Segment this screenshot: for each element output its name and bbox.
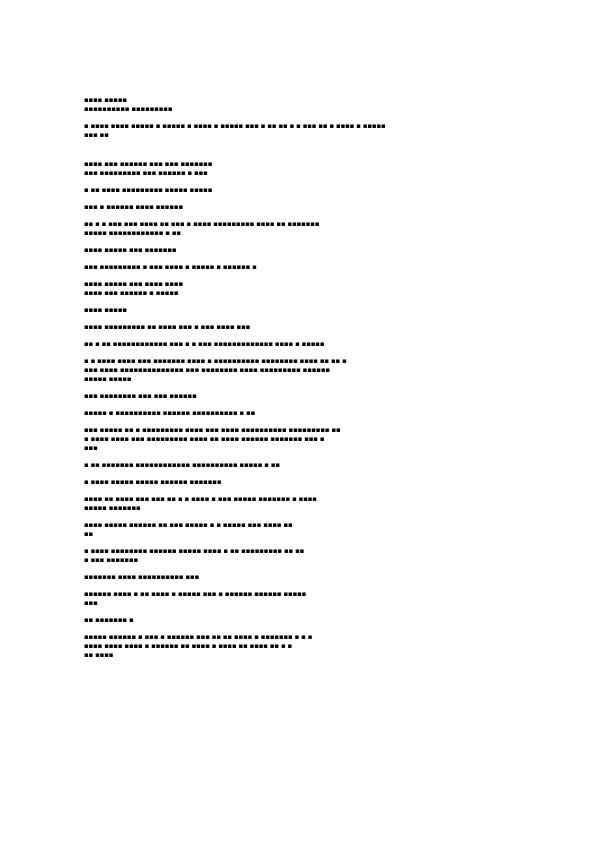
paragraph: [84, 122, 514, 140]
paragraph-spacer: [84, 315, 514, 323]
text-line: ▪▪▪▪ ▪▪▪▪▪: [84, 96, 127, 104]
paragraph-spacer: [84, 608, 514, 616]
text-line: ▪▪▪▪▪▪▪▪▪▪ ▪▪▪▪▪▪▪▪▪: [84, 105, 173, 113]
paragraph-spacer: [84, 418, 514, 426]
paragraph-spacer: [84, 565, 514, 573]
text-line: ▪▪▪ ▪▪: [84, 131, 109, 139]
paragraph-spacer: [84, 625, 514, 633]
paragraph: [84, 289, 514, 298]
text-line: ▪▪: [84, 530, 94, 538]
text-line: ▪▪ ▪ ▪▪ ▪▪▪▪▪▪▪▪▪▪▪▪ ▪▪▪ ▪ ▪ ▪▪▪ ▪▪▪▪▪▪▪▪▪▪▪▪▪ ▪▪▪▪ ▪ ▪▪▪▪▪: [84, 340, 325, 348]
text-line: ▪ ▪▪▪ ▪▪▪▪▪▪▪: [84, 556, 139, 564]
text-line: ▪▪▪▪▪ ▪▪▪▪▪: [84, 375, 132, 383]
text-line: ▪▪▪▪ ▪▪▪▪ ▪▪▪▪ ▪ ▪▪▪▪▪▪ ▪▪ ▪▪▪▪ ▪ ▪▪▪▪ ▪▪ ▪▪▪▪ ▪▪ ▪ ▪: [84, 642, 293, 650]
text-line: ▪▪▪ ▪▪▪▪▪▪▪▪▪ ▪▪▪ ▪▪▪▪▪▪ ▪ ▪▪▪: [84, 169, 208, 177]
paragraph-spacer: [84, 238, 514, 246]
paragraph: [84, 306, 514, 315]
text-line: ▪▪ ▪▪▪▪▪▪▪ ▪: [84, 616, 134, 624]
text-line: ▪▪▪ ▪▪▪▪▪▪▪▪ ▪▪▪ ▪▪▪ ▪▪▪▪▪▪: [84, 392, 197, 400]
paragraph: [84, 160, 514, 169]
paragraph-spacer: [84, 349, 514, 357]
document-body: [84, 96, 514, 660]
paragraph: [84, 246, 514, 255]
text-line: ▪▪▪: [84, 599, 98, 607]
text-line: ▪▪▪▪ ▪▪▪ ▪▪▪▪▪▪ ▪▪▪ ▪▪▪ ▪▪▪▪▪▪▪: [84, 160, 213, 168]
paragraph: [84, 426, 514, 453]
paragraph: [84, 220, 514, 238]
text-line: ▪▪ ▪ ▪ ▪▪▪ ▪▪▪ ▪▪▪▪ ▪▪ ▪▪▪ ▪ ▪▪▪▪ ▪▪▪▪▪▪▪▪▪ ▪▪▪▪ ▪▪ ▪▪▪▪▪▪▪: [84, 220, 320, 228]
paragraph-spacer: [84, 539, 514, 547]
paragraph-spacer: [84, 298, 514, 306]
text-line: ▪▪▪▪ ▪▪▪▪▪▪▪▪▪ ▪▪ ▪▪▪▪ ▪▪▪ ▪ ▪▪▪ ▪▪▪▪ ▪▪▪: [84, 323, 251, 331]
text-line: ▪▪▪▪▪ ▪▪▪▪▪▪▪: [84, 504, 141, 512]
paragraph: [84, 392, 514, 401]
paragraph-spacer: [84, 332, 514, 340]
text-line: ▪▪▪▪ ▪▪▪ ▪▪▪▪▪▪ ▪ ▪▪▪▪▪: [84, 289, 179, 297]
text-line: ▪▪ ▪▪▪▪: [84, 651, 114, 659]
paragraph-spacer: [84, 272, 514, 280]
text-line: ▪▪▪▪ ▪▪▪▪▪ ▪▪▪ ▪▪▪▪▪▪▪: [84, 246, 177, 254]
paragraph-spacer: [84, 140, 514, 160]
paragraph: [84, 105, 514, 114]
paragraph-spacer: [84, 255, 514, 263]
text-line: ▪ ▪▪▪▪ ▪▪▪▪ ▪▪▪▪▪ ▪ ▪▪▪▪▪ ▪ ▪▪▪▪ ▪ ▪▪▪▪▪ ▪▪▪ ▪ ▪▪ ▪▪ ▪ ▪ ▪▪▪ ▪▪ ▪ ▪▪▪▪ ▪ ▪▪▪▪▪: [84, 122, 386, 130]
text-line: ▪▪▪ ▪▪▪▪▪▪▪▪▪ ▪ ▪▪▪ ▪▪▪▪ ▪ ▪▪▪▪▪ ▪ ▪▪▪▪▪▪ ▪: [84, 263, 257, 271]
text-line: ▪▪▪ ▪▪▪▪ ▪▪▪▪▪▪▪▪▪▪▪▪▪▪ ▪▪▪ ▪▪▪▪▪▪▪▪ ▪▪▪▪ ▪▪▪▪▪▪▪▪▪ ▪▪▪▪▪▪: [84, 366, 330, 374]
text-line: ▪▪▪▪ ▪▪▪▪▪ ▪▪▪ ▪▪▪▪ ▪▪▪▪: [84, 280, 183, 288]
paragraph: [84, 590, 514, 608]
text-line: ▪▪▪▪▪ ▪▪▪▪▪▪ ▪ ▪▪▪ ▪ ▪▪▪▪▪▪ ▪▪▪ ▪▪ ▪▪ ▪▪▪▪ ▪ ▪▪▪▪▪▪▪ ▪ ▪ ▪: [84, 633, 313, 641]
paragraph: [84, 340, 514, 349]
paragraph: [84, 357, 514, 384]
paragraph: [84, 280, 514, 289]
text-line: ▪ ▪▪▪▪ ▪▪▪▪▪▪▪▪ ▪▪▪▪▪▪ ▪▪▪▪▪ ▪▪▪▪ ▪ ▪▪ ▪▪▪▪▪▪▪▪▪ ▪▪ ▪▪: [84, 547, 305, 555]
paragraph-spacer: [84, 453, 514, 461]
paragraph: [84, 186, 514, 195]
paragraph: [84, 495, 514, 513]
paragraph-spacer: [84, 470, 514, 478]
paragraph: [84, 409, 514, 418]
paragraph-spacer: [84, 513, 514, 521]
text-line: ▪ ▪▪▪▪ ▪▪▪▪▪ ▪▪▪▪▪ ▪▪▪▪▪▪ ▪▪▪▪▪▪▪: [84, 478, 222, 486]
paragraph-spacer: [84, 114, 514, 122]
text-line: ▪▪▪▪▪ ▪ ▪▪▪▪▪▪▪▪▪▪ ▪▪▪▪▪▪ ▪▪▪▪▪▪▪▪▪▪ ▪ ▪▪: [84, 409, 256, 417]
text-line: ▪▪▪▪▪▪▪ ▪▪▪▪ ▪▪▪▪▪▪▪▪▪▪ ▪▪▪: [84, 573, 200, 581]
paragraph: [84, 478, 514, 487]
paragraph: [84, 461, 514, 470]
paragraph: [84, 203, 514, 212]
paragraph: [84, 263, 514, 272]
paragraph: [84, 96, 514, 105]
paragraph: [84, 633, 514, 660]
text-line: ▪ ▪▪ ▪▪▪▪ ▪▪▪▪▪▪▪▪▪ ▪▪▪▪▪ ▪▪▪▪▪: [84, 186, 213, 194]
paragraph-spacer: [84, 178, 514, 186]
paragraph-spacer: [84, 582, 514, 590]
text-line: ▪ ▪ ▪▪▪▪ ▪▪▪▪ ▪▪▪ ▪▪▪▪▪▪▪ ▪▪▪▪ ▪ ▪▪▪▪▪▪▪▪▪▪ ▪▪▪▪▪▪▪▪ ▪▪▪▪ ▪▪ ▪▪ ▪: [84, 357, 347, 365]
text-line: ▪ ▪▪ ▪▪▪▪▪▪▪ ▪▪▪▪▪▪▪▪▪▪▪▪ ▪▪▪▪▪▪▪▪▪▪ ▪▪▪▪▪ ▪ ▪▪: [84, 461, 280, 469]
text-line: ▪▪▪ ▪ ▪▪▪▪▪▪ ▪▪▪▪ ▪▪▪▪▪▪: [84, 203, 183, 211]
text-line: ▪▪▪▪▪▪ ▪▪▪▪ ▪ ▪▪ ▪▪▪▪ ▪ ▪▪▪▪▪ ▪▪▪ ▪ ▪▪▪▪▪▪ ▪▪▪▪▪▪ ▪▪▪▪▪: [84, 590, 307, 598]
text-line: ▪▪▪ ▪▪▪▪▪ ▪▪ ▪ ▪▪▪▪▪▪▪▪▪ ▪▪▪▪ ▪▪▪ ▪▪▪▪ ▪▪▪▪▪▪▪▪▪▪ ▪▪▪▪▪▪▪▪▪ ▪▪: [84, 426, 341, 434]
text-line: ▪▪▪▪ ▪▪▪▪▪: [84, 306, 127, 314]
paragraph: [84, 521, 514, 539]
text-line: ▪▪▪: [84, 444, 98, 452]
paragraph-spacer: [84, 212, 514, 220]
text-line: ▪ ▪▪▪▪ ▪▪▪▪ ▪▪▪ ▪▪▪▪▪▪▪▪▪ ▪▪▪▪ ▪▪ ▪▪▪▪ ▪▪▪▪▪▪ ▪▪▪▪▪▪▪ ▪▪▪ ▪: [84, 435, 325, 443]
paragraph: [84, 169, 514, 178]
paragraph-spacer: [84, 384, 514, 392]
paragraph: [84, 323, 514, 332]
paragraph-spacer: [84, 487, 514, 495]
paragraph-spacer: [84, 401, 514, 409]
text-line: ▪▪▪▪ ▪▪▪▪▪ ▪▪▪▪▪▪ ▪▪ ▪▪▪ ▪▪▪▪▪ ▪ ▪ ▪▪▪▪▪ ▪▪▪ ▪▪▪▪ ▪▪: [84, 521, 293, 529]
paragraph-spacer: [84, 195, 514, 203]
paragraph: [84, 547, 514, 565]
text-line: ▪▪▪▪ ▪▪ ▪▪▪▪ ▪▪▪ ▪▪▪ ▪▪ ▪ ▪ ▪▪▪▪ ▪ ▪▪▪ ▪▪▪▪▪ ▪▪▪▪▪▪▪ ▪ ▪▪▪▪: [84, 495, 317, 503]
text-line: ▪▪▪▪▪ ▪▪▪▪▪▪▪▪▪▪▪▪ ▪ ▪▪: [84, 229, 181, 237]
paragraph: [84, 573, 514, 582]
paragraph: [84, 616, 514, 625]
